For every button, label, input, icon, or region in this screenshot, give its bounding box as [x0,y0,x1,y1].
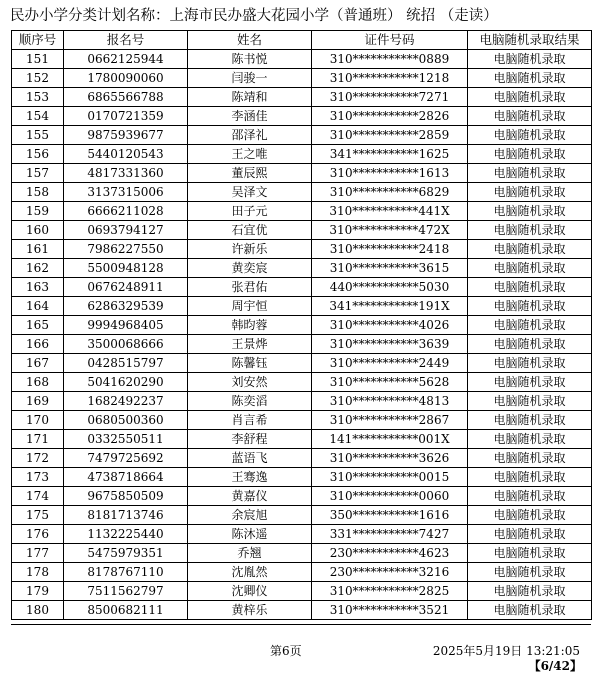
table-body [12,50,592,620]
name-cell: 王骞逸 [188,468,312,487]
id-number-cell: 310***********0889 [312,50,468,69]
result-cell: 电脑随机录取 [468,259,592,278]
table-row [12,392,592,411]
result-cell: 电脑随机录取 [468,183,592,202]
table-row [12,316,592,335]
table-row [12,183,592,202]
serial-number-cell: 170 [12,411,64,430]
registration-number-cell: 0676248911 [64,278,188,297]
serial-number-cell: 156 [12,145,64,164]
result-cell: 电脑随机录取 [468,468,592,487]
registration-number-cell: 7479725692 [64,449,188,468]
serial-number-cell: 171 [12,430,64,449]
serial-number-cell: 151 [12,50,64,69]
name-cell: 陈沐遥 [188,525,312,544]
name-cell: 陈奕滔 [188,392,312,411]
registration-number-cell: 7986227550 [64,240,188,259]
registration-number-cell: 0332550511 [64,430,188,449]
id-number-cell: 310***********6829 [312,183,468,202]
name-cell: 陈靖和 [188,88,312,107]
serial-number-cell: 169 [12,392,64,411]
name-cell: 张君佑 [188,278,312,297]
name-cell: 李涵佳 [188,107,312,126]
table-row [12,411,592,430]
name-cell: 韩昀蓉 [188,316,312,335]
id-number-cell: 341***********1625 [312,145,468,164]
serial-number-cell: 158 [12,183,64,202]
table-row [12,582,592,601]
registration-number-cell: 9675850509 [64,487,188,506]
table-header-row [12,31,592,50]
serial-number-cell: 157 [12,164,64,183]
id-number-cell: 310***********3626 [312,449,468,468]
column-header: 电脑随机录取结果 [468,31,592,50]
id-number-cell: 310***********2826 [312,107,468,126]
serial-number-cell: 167 [12,354,64,373]
registration-number-cell: 9994968405 [64,316,188,335]
serial-number-cell: 175 [12,506,64,525]
serial-number-cell: 154 [12,107,64,126]
id-number-cell: 310***********0060 [312,487,468,506]
table-row [12,335,592,354]
result-cell: 电脑随机录取 [468,506,592,525]
serial-number-cell: 163 [12,278,64,297]
registration-number-cell: 9875939677 [64,126,188,145]
id-number-cell: 331***********7427 [312,525,468,544]
id-number-cell: 310***********0015 [312,468,468,487]
name-cell: 黄奕宸 [188,259,312,278]
table-row [12,50,592,69]
table-row [12,145,592,164]
column-header: 姓名 [188,31,312,50]
serial-number-cell: 177 [12,544,64,563]
name-cell: 王景烨 [188,335,312,354]
registration-number-cell: 6666211028 [64,202,188,221]
registration-number-cell: 5500948128 [64,259,188,278]
serial-number-cell: 166 [12,335,64,354]
serial-number-cell: 165 [12,316,64,335]
registration-number-cell: 1780090060 [64,69,188,88]
id-number-cell: 310***********472X [312,221,468,240]
result-cell: 电脑随机录取 [468,430,592,449]
table-row [12,487,592,506]
id-number-cell: 440***********5030 [312,278,468,297]
id-number-cell: 141***********001X [312,430,468,449]
table-row [12,563,592,582]
id-number-cell: 230***********4623 [312,544,468,563]
name-cell: 周宇恒 [188,297,312,316]
serial-number-cell: 161 [12,240,64,259]
registration-number-cell: 7511562797 [64,582,188,601]
name-cell: 李舒程 [188,430,312,449]
table-row [12,601,592,620]
id-number-cell: 310***********2867 [312,411,468,430]
name-cell: 沈卿仪 [188,582,312,601]
id-number-cell: 310***********1218 [312,69,468,88]
serial-number-cell: 178 [12,563,64,582]
registration-number-cell: 5475979351 [64,544,188,563]
result-cell: 电脑随机录取 [468,392,592,411]
result-cell: 电脑随机录取 [468,202,592,221]
table-row [12,278,592,297]
name-cell: 乔翘 [188,544,312,563]
result-cell: 电脑随机录取 [468,221,592,240]
result-cell: 电脑随机录取 [468,601,592,620]
registration-number-cell: 3500068666 [64,335,188,354]
table-row [12,240,592,259]
bottom-divider [11,624,591,625]
registration-number-cell: 6865566788 [64,88,188,107]
admission-table [11,30,592,620]
page-title: 民办小学分类计划名称：上海市民办盛大花园小学（普通班） 统招 （走读） [10,8,498,24]
result-cell: 电脑随机录取 [468,126,592,145]
registration-number-cell: 4817331360 [64,164,188,183]
id-number-cell: 341***********191X [312,297,468,316]
table-row [12,468,592,487]
page-count: 【6/42】 [528,659,582,673]
id-number-cell: 310***********3639 [312,335,468,354]
registration-number-cell: 8181713746 [64,506,188,525]
id-number-cell: 310***********2449 [312,354,468,373]
result-cell: 电脑随机录取 [468,525,592,544]
result-cell: 电脑随机录取 [468,411,592,430]
serial-number-cell: 180 [12,601,64,620]
name-cell: 肖言希 [188,411,312,430]
result-cell: 电脑随机录取 [468,297,592,316]
name-cell: 黄嘉仪 [188,487,312,506]
registration-number-cell: 1132225440 [64,525,188,544]
name-cell: 黄梓乐 [188,601,312,620]
registration-number-cell: 8178767110 [64,563,188,582]
serial-number-cell: 173 [12,468,64,487]
result-cell: 电脑随机录取 [468,69,592,88]
result-cell: 电脑随机录取 [468,487,592,506]
serial-number-cell: 159 [12,202,64,221]
registration-number-cell: 0428515797 [64,354,188,373]
serial-number-cell: 155 [12,126,64,145]
serial-number-cell: 153 [12,88,64,107]
serial-number-cell: 179 [12,582,64,601]
name-cell: 陈书悦 [188,50,312,69]
result-cell: 电脑随机录取 [468,544,592,563]
result-cell: 电脑随机录取 [468,278,592,297]
registration-number-cell: 5041620290 [64,373,188,392]
serial-number-cell: 152 [12,69,64,88]
registration-number-cell: 1682492237 [64,392,188,411]
id-number-cell: 310***********1613 [312,164,468,183]
id-number-cell: 310***********2859 [312,126,468,145]
id-number-cell: 310***********3521 [312,601,468,620]
name-cell: 吴泽文 [188,183,312,202]
id-number-cell: 310***********4026 [312,316,468,335]
result-cell: 电脑随机录取 [468,449,592,468]
table-row [12,221,592,240]
table-row [12,430,592,449]
registration-number-cell: 3137315006 [64,183,188,202]
id-number-cell: 310***********5628 [312,373,468,392]
id-number-cell: 310***********2418 [312,240,468,259]
serial-number-cell: 164 [12,297,64,316]
table-row [12,202,592,221]
table-row [12,544,592,563]
name-cell: 陈馨钰 [188,354,312,373]
serial-number-cell: 160 [12,221,64,240]
name-cell: 邵泽礼 [188,126,312,145]
column-header: 证件号码 [312,31,468,50]
name-cell: 沈胤然 [188,563,312,582]
result-cell: 电脑随机录取 [468,145,592,164]
id-number-cell: 310***********441X [312,202,468,221]
registration-number-cell: 0693794127 [64,221,188,240]
registration-number-cell: 6286329539 [64,297,188,316]
registration-number-cell: 4738718664 [64,468,188,487]
serial-number-cell: 168 [12,373,64,392]
result-cell: 电脑随机录取 [468,335,592,354]
table-row [12,449,592,468]
name-cell: 许新乐 [188,240,312,259]
result-cell: 电脑随机录取 [468,373,592,392]
name-cell: 蓝语飞 [188,449,312,468]
table-row [12,506,592,525]
name-cell: 余宸旭 [188,506,312,525]
print-timestamp: 2025年5月19日 13:21:05 [432,644,580,658]
name-cell: 闫骏一 [188,69,312,88]
table-row [12,88,592,107]
serial-number-cell: 172 [12,449,64,468]
registration-number-cell: 0170721359 [64,107,188,126]
result-cell: 电脑随机录取 [468,582,592,601]
table-row [12,525,592,544]
result-cell: 电脑随机录取 [468,50,592,69]
result-cell: 电脑随机录取 [468,563,592,582]
id-number-cell: 350***********1616 [312,506,468,525]
registration-number-cell: 0680500360 [64,411,188,430]
id-number-cell: 230***********3216 [312,563,468,582]
name-cell: 田子元 [188,202,312,221]
registration-number-cell: 5440120543 [64,145,188,164]
name-cell: 王之唯 [188,145,312,164]
column-header: 顺序号 [12,31,64,50]
result-cell: 电脑随机录取 [468,88,592,107]
id-number-cell: 310***********2825 [312,582,468,601]
serial-number-cell: 162 [12,259,64,278]
registration-number-cell: 0662125944 [64,50,188,69]
table-row [12,354,592,373]
table-row [12,259,592,278]
result-cell: 电脑随机录取 [468,240,592,259]
table-row [12,107,592,126]
result-cell: 电脑随机录取 [468,164,592,183]
serial-number-cell: 174 [12,487,64,506]
result-cell: 电脑随机录取 [468,316,592,335]
name-cell: 董辰熙 [188,164,312,183]
id-number-cell: 310***********4813 [312,392,468,411]
result-cell: 电脑随机录取 [468,107,592,126]
serial-number-cell: 176 [12,525,64,544]
page-number: 第6页 [270,644,302,658]
table-row [12,69,592,88]
table-row [12,164,592,183]
table-row [12,297,592,316]
id-number-cell: 310***********3615 [312,259,468,278]
result-cell: 电脑随机录取 [468,354,592,373]
table-row [12,126,592,145]
id-number-cell: 310***********7271 [312,88,468,107]
name-cell: 石宜优 [188,221,312,240]
column-header: 报名号 [64,31,188,50]
name-cell: 刘安然 [188,373,312,392]
registration-number-cell: 8500682111 [64,601,188,620]
table-row [12,373,592,392]
